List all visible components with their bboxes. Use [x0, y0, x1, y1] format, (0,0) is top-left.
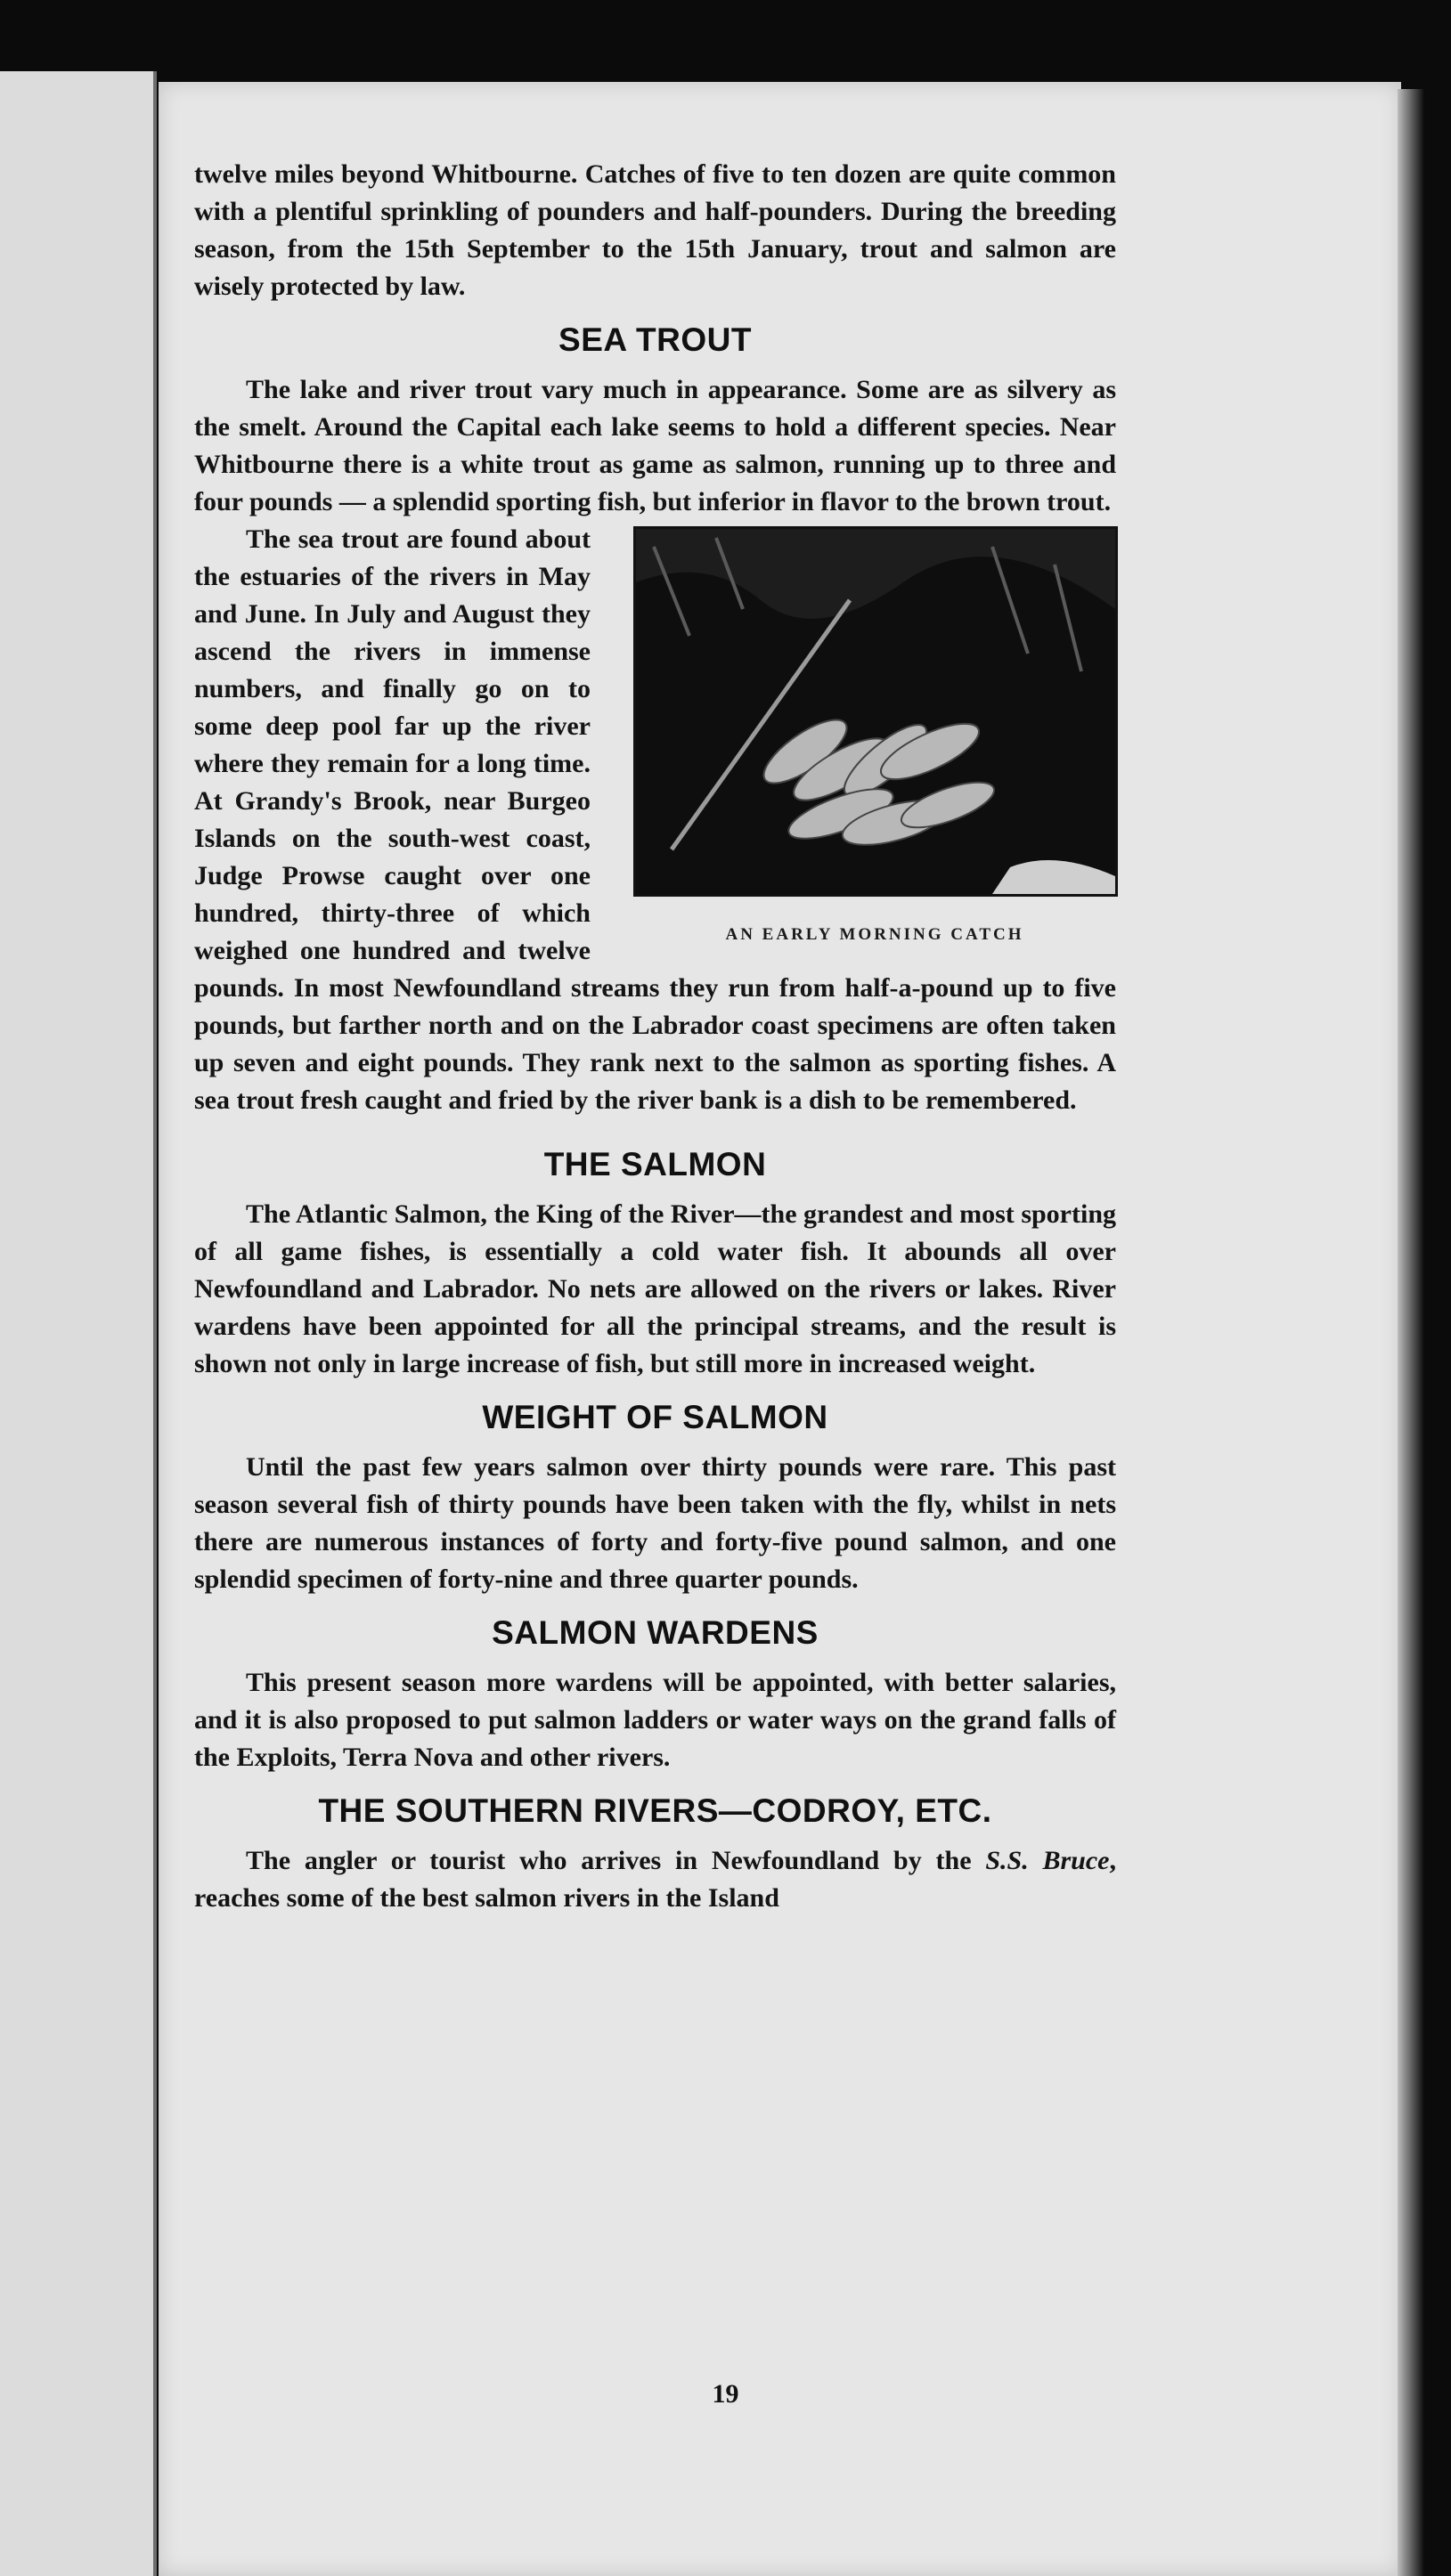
heading-weight-of-salmon: WEIGHT OF SALMON: [482, 1399, 828, 1435]
photo-illustration: [636, 529, 1115, 894]
photo-fish-catch: [633, 526, 1118, 897]
weight-paragraph: Until the past few years salmon over thirty pounds were rare. This past season several fish of thirty pounds have been taken with the fly, whilst in nets there are numerous instances of forty and forty-five pound salmon, and one splendid specimen of forty-nine and three quarter pounds.: [194, 1452, 1116, 1594]
salmon-paragraph: The Atlantic Salmon, the King of the River—the grandest and most sporting of all game fishes, is essentially a cold water fish. It abounds all over Newfoundland and Labrador. No nets are allowed on the rivers or lakes. River wardens have been appointed for all the principal streams, and the result is shown not only in large increase of fish, but still more in increased weight.: [194, 1199, 1116, 1378]
ship-name: S.S. Bruce: [985, 1846, 1110, 1875]
left-page-margin: [0, 71, 157, 2576]
intro-paragraph: twelve miles beyond Whitbourne. Catches of five to ten dozen are quite common with a plentiful sprinkling of pounders and half-pounders. During the breeding season, from the 15th September to the 15th January, trout and salmon are wisely protected by law.: [194, 159, 1116, 301]
sea-trout-paragraph-1: [194, 371, 1116, 521]
page-text: [194, 156, 1116, 1917]
figure-caption: AN EARLY MORNING CATCH: [725, 925, 1024, 944]
heading-southern-rivers: THE SOUTHERN RIVERS—CODROY, ETC.: [318, 1792, 992, 1829]
southern-rivers-paragraph: [194, 1842, 1116, 1917]
wardens-paragraph: This present season more wardens will be appointed, with better salaries, and it is also proposed to put salmon ladders or water ways on the grand falls of the Exploits, Terra Nova and other rivers.: [194, 1668, 1116, 1772]
heading-salmon-wardens: SALMON WARDENS: [492, 1614, 819, 1651]
heading-the-salmon: THE SALMON: [543, 1146, 767, 1182]
heading-sea-trout: SEA TROUT: [558, 321, 752, 358]
page-edge-shadow: [1398, 89, 1424, 2576]
sea-trout-paragraph-1-text: The lake and river trout vary much in appearance. Some are as silvery as the smelt. Around the Capital each lake seems to hold a different species. Near Whitbourne there is a white trout as game as salmon, running up to three and four pounds — a splendid sporting fish, but inferior in flavor to the brown trout.: [194, 375, 1116, 516]
southern-rivers-text-before: The angler or tourist who arrives in Newfoundland by the: [246, 1846, 972, 1875]
figure-early-morning-catch: [633, 526, 1116, 954]
southern-rivers-text-after: , reaches some of the best salmon rivers in the Island: [194, 1846, 1117, 1913]
sea-trout-paragraph-2: The sea trout are found about the estuaries of the rivers in May and June. In July and August they ascend the rivers in immense numbers, and finally go on to some deep pool far up the river where they remain for a long time. At Grandy's Brook, near Burgeo Islands on the south-west coast, Judge Prowse caught over one hundred, thirty-three of which weighed one hundred and twelve pounds. In most Newfoundland streams they run from half-a-pound up to five pounds, but farther north and on the Labrador coast specimens are often taken up seven and eight pounds. They rank next to the salmon as sporting fishes. A sea trout fresh caught and fried by the river bank is a dish to be remembered.: [194, 524, 1116, 1115]
page-number: 19: [712, 2379, 739, 2409]
